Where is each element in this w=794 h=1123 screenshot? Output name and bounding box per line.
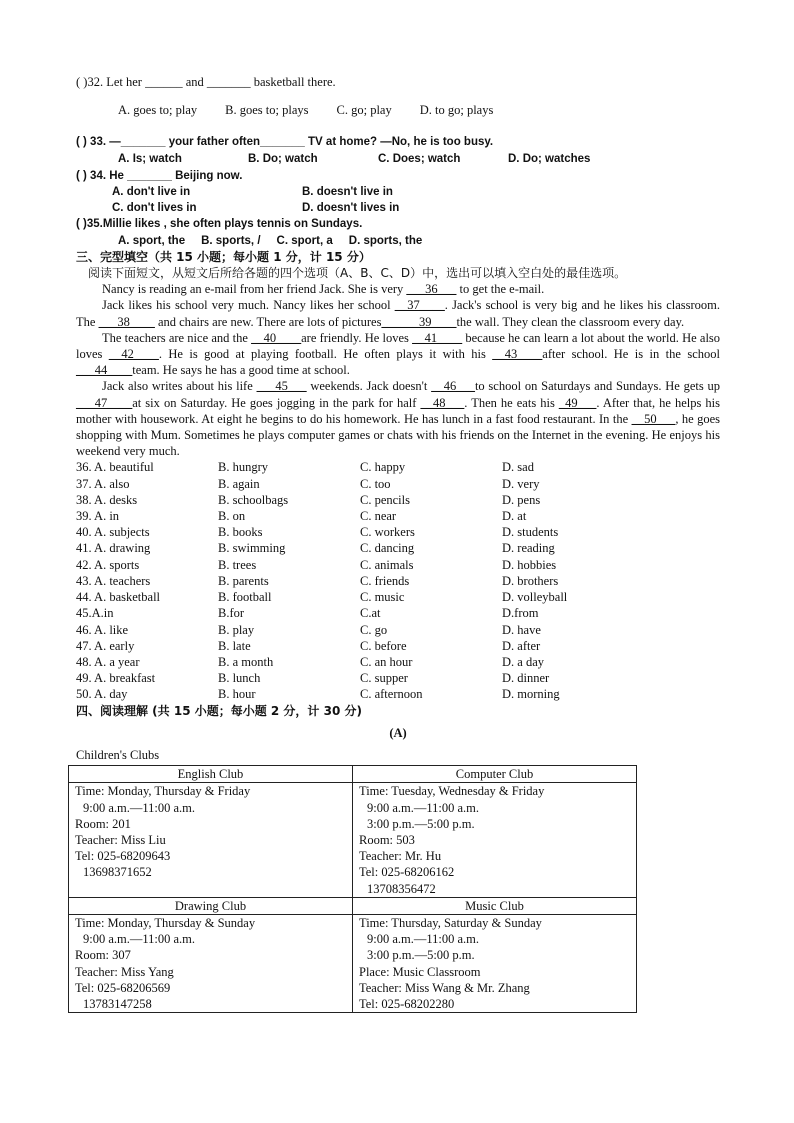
q34-option-b: B. doesn't live in <box>302 186 393 199</box>
blank-39: ______39____ <box>381 314 457 329</box>
club-line: Room: 503 <box>359 832 415 847</box>
club-line: Time: Monday, Thursday & Friday <box>75 784 251 799</box>
q32-option-b: B. goes to; plays <box>225 103 309 118</box>
q34-stem: ( ) 34. He _______ Beijing now. <box>76 169 243 182</box>
q32-options <box>76 102 720 118</box>
club-details-computer <box>353 783 637 897</box>
q35-option-c: C. sport, a <box>276 234 333 247</box>
cloze-option: B. again <box>218 476 260 491</box>
q32-option-a: A. goes to; play <box>118 103 198 118</box>
cloze-option: C. dancing <box>360 541 415 556</box>
cloze-option: B. trees <box>218 557 257 572</box>
cloze-option: D. dinner <box>502 671 550 686</box>
section3-instruction: 阅读下面短文，从短文后所给各题的四个选项（A、B、C、D）中，选出可以填入空白处的最佳选项。 <box>88 266 627 281</box>
cloze-option: 43. A. teachers <box>76 573 151 588</box>
cloze-option: D.from <box>502 606 539 621</box>
club-line: Tel: 025-68206569 <box>75 980 171 995</box>
passage-text: Nancy is reading an e-mail from her friend Jack. She is very <box>102 282 404 297</box>
q34-option-a: A. don't live in <box>112 186 191 199</box>
cloze-option: B. parents <box>218 573 269 588</box>
cloze-option: 42. A. sports <box>76 557 140 572</box>
passage-text: Jack also writes about his life <box>102 379 253 394</box>
club-line: Tel: 025-68209643 <box>75 849 171 864</box>
passage-text: . After that, he helps his mother with housework. At eight he begins to do his homework. He has lunch in a fast food restaurant. In the <box>76 395 721 426</box>
q35-option-b: B. sports, / <box>201 234 261 247</box>
blank-47: ___47____ <box>76 395 133 410</box>
cloze-option: 46. A. like <box>76 622 129 637</box>
cloze-option: C. friends <box>360 573 410 588</box>
passage-paragraph-1 <box>76 281 720 297</box>
cloze-option: 50. A. day <box>76 687 128 702</box>
cloze-option: C. supper <box>360 671 408 686</box>
cloze-option: B. late <box>218 638 251 653</box>
passage-text: Jack likes his school very much. Nancy likes her school <box>102 298 391 313</box>
blank-45: ___45___ <box>256 379 307 394</box>
passage-paragraph-4 <box>76 378 720 459</box>
club-name: Drawing Club <box>69 897 353 914</box>
cloze-option: D. sad <box>502 460 534 475</box>
blank-49: _49___ <box>558 395 597 410</box>
section4-heading: 四、阅读理解 (共 15 小题；每小题 2 分，计 30 分) <box>76 703 362 718</box>
passage-text: . Jack's school is very big and he likes his classroom. The <box>76 298 720 329</box>
club-line: Teacher: Miss Yang <box>75 964 174 979</box>
blank-36: ___36___ <box>406 282 457 297</box>
cloze-option: D. morning <box>502 687 560 702</box>
cloze-option: B. football <box>218 590 272 605</box>
cloze-option: B. play <box>218 622 255 637</box>
q35-options <box>76 233 720 249</box>
exam-page <box>76 74 720 1013</box>
club-line: Room: 201 <box>75 816 131 831</box>
club-line: Teacher: Mr. Hu <box>359 849 442 864</box>
club-line: 13708356472 <box>367 881 436 896</box>
passage-text: . Then he eats his <box>464 395 555 410</box>
cloze-option: 38. A. desks <box>76 492 138 507</box>
blank-50: __50___ <box>631 411 676 426</box>
blank-38: ___38____ <box>98 314 155 329</box>
club-line: 3:00 p.m.—5:00 p.m. <box>367 948 475 963</box>
cloze-option: B. books <box>218 525 263 540</box>
q32-option-c: C. go; play <box>336 103 392 118</box>
cloze-option: C. an hour <box>360 654 413 669</box>
club-line: Room: 307 <box>75 948 131 963</box>
club-line: Time: Monday, Thursday & Sunday <box>75 915 256 930</box>
cloze-option: 40. A. subjects <box>76 525 150 540</box>
q33-stem: ( ) 33. —_______ your father often_______ TV at home? —No, he is too busy. <box>76 136 494 149</box>
passage-text: to school on Saturdays and Sundays. He gets up <box>474 379 721 394</box>
cloze-option: 39. A. in <box>76 509 120 524</box>
q32-option-d: D. to go; plays <box>419 103 494 118</box>
club-name: English Club <box>69 766 353 783</box>
cloze-option: C. afternoon <box>360 687 423 702</box>
cloze-option: C. too <box>360 476 391 491</box>
passage-text: and chairs are new. There are lots of pictures <box>157 314 382 329</box>
cloze-option: B. schoolbags <box>218 492 289 507</box>
cloze-option: 37. A. also <box>76 476 130 491</box>
cloze-option: 47. A. early <box>76 638 135 653</box>
cloze-option: B. hungry <box>218 460 268 475</box>
cloze-option: 49. A. breakfast <box>76 671 156 686</box>
blank-43: __43____ <box>492 347 543 362</box>
cloze-options <box>76 459 720 702</box>
blank-41: __41____ <box>412 330 463 345</box>
passage-text: to get the e-mail. <box>459 282 545 297</box>
q33-option-a: A. Is; watch <box>118 152 182 165</box>
club-line: Time: Tuesday, Wednesday & Friday <box>359 784 545 799</box>
cloze-option: B.for <box>218 606 245 621</box>
club-name: Music Club <box>353 897 637 914</box>
club-line: 13698371652 <box>83 865 152 880</box>
passage-text: because he can learn a lot about the world. He also loves <box>76 330 721 362</box>
cloze-option: C.at <box>360 606 381 621</box>
part-label: (A) <box>389 725 407 740</box>
cloze-option: B. on <box>218 509 246 524</box>
club-line: 9:00 a.m.—11:00 a.m. <box>83 800 196 815</box>
blank-44: ___44____ <box>76 363 133 378</box>
club-line: Time: Thursday, Saturday & Sunday <box>359 915 542 930</box>
q34-option-c: C. don't lives in <box>112 202 197 215</box>
passage-text: team. He says he has a good time at school. <box>132 363 350 378</box>
passage-text: weekends. Jack doesn't <box>310 379 428 394</box>
cloze-option: D. very <box>502 476 540 491</box>
table-title: Children's Clubs <box>76 747 160 762</box>
cloze-option: 48. A. a year <box>76 654 140 669</box>
q33-options <box>76 151 720 167</box>
q34-options <box>76 184 720 216</box>
q35-stem: ( )35.Millie likes , she often plays tennis on Sundays. <box>76 218 363 231</box>
cloze-option: C. animals <box>360 557 414 572</box>
cloze-option: B. swimming <box>218 541 286 556</box>
section3-heading: 三、完型填空（共 15 小题；每小题 1 分，计 15 分） <box>76 249 371 264</box>
cloze-option: D. brothers <box>502 573 559 588</box>
club-name: Computer Club <box>353 766 637 783</box>
cloze-option: C. workers <box>360 525 415 540</box>
cloze-option: B. a month <box>218 654 274 669</box>
cloze-option: D. at <box>502 509 527 524</box>
passage-paragraph-3 <box>76 330 720 379</box>
passage-text: at six on Saturday. He goes jogging in the park for half <box>132 395 417 410</box>
club-line: Tel: 025-68202280 <box>359 996 455 1011</box>
cloze-option: D. pens <box>502 492 541 507</box>
club-line: Teacher: Miss Wang & Mr. Zhang <box>359 980 530 995</box>
club-details-english <box>69 783 353 897</box>
cloze-option: C. pencils <box>360 492 410 507</box>
cloze-option: C. go <box>360 622 388 637</box>
club-line: Teacher: Miss Liu <box>75 832 166 847</box>
clubs-table <box>68 765 637 1013</box>
passage-paragraph-2 <box>76 297 720 329</box>
passage-text: The teachers are nice and the <box>102 330 248 345</box>
club-details-drawing <box>69 914 353 1012</box>
cloze-option: B. hour <box>218 687 256 702</box>
club-line: 3:00 p.m.—5:00 p.m. <box>367 816 475 831</box>
blank-46: __46___ <box>431 379 475 394</box>
club-line: Place: Music Classroom <box>359 964 481 979</box>
cloze-option: D. a day <box>502 654 544 669</box>
blank-37: __37____ <box>394 298 445 313</box>
cloze-option: 45.A.in <box>76 606 114 621</box>
cloze-option: 36. A. beautiful <box>76 460 154 475</box>
q33-option-c: C. Does; watch <box>378 152 461 165</box>
blank-40: __40____ <box>251 330 302 345</box>
cloze-option: C. near <box>360 509 397 524</box>
blank-48: __48___ <box>420 395 465 410</box>
cloze-option: C. music <box>360 590 405 605</box>
passage-text: the wall. They clean the classroom every day. <box>456 314 685 329</box>
club-line: 9:00 a.m.—11:00 a.m. <box>83 932 196 947</box>
blank-42: __42____ <box>108 347 159 362</box>
q35-option-a: A. sport, the <box>118 234 186 247</box>
q33-option-d: D. Do; watches <box>508 152 591 165</box>
cloze-option: D. hobbies <box>502 557 557 572</box>
cloze-option: D. reading <box>502 541 555 556</box>
passage-text: after school. He is in the school <box>542 347 720 362</box>
q33-option-b: B. Do; watch <box>248 152 318 165</box>
club-line: 9:00 a.m.—11:00 a.m. <box>367 800 480 815</box>
cloze-option: D. after <box>502 638 541 653</box>
cloze-option: D. have <box>502 622 541 637</box>
cloze-option: 41. A. drawing <box>76 541 151 556</box>
club-line: Tel: 025-68206162 <box>359 865 455 880</box>
q32-stem: ( )32. Let her ______ and _______ basketball there. <box>76 75 336 89</box>
q34-option-d: D. doesn't lives in <box>302 202 400 215</box>
club-line: 13783147258 <box>83 996 152 1011</box>
cloze-option: C. happy <box>360 460 406 475</box>
cloze-option: D. volleyball <box>502 590 568 605</box>
cloze-option: D. students <box>502 525 559 540</box>
club-line: 9:00 a.m.—11:00 a.m. <box>367 932 480 947</box>
passage-text: , he goes shopping with Mum. Sometimes he plays computer games or chats with his friends on the Internet in the evening. He enjoys his weekend very much. <box>76 411 721 459</box>
cloze-option: B. lunch <box>218 671 261 686</box>
q35-option-d: D. sports, the <box>348 234 423 247</box>
club-details-music <box>353 914 637 1012</box>
passage-text: . He is good at playing football. He often plays it with his <box>158 347 486 362</box>
cloze-option: C. before <box>360 638 407 653</box>
cloze-option: 44. A. basketball <box>76 590 161 605</box>
passage-text: are friendly. He loves <box>301 330 409 345</box>
